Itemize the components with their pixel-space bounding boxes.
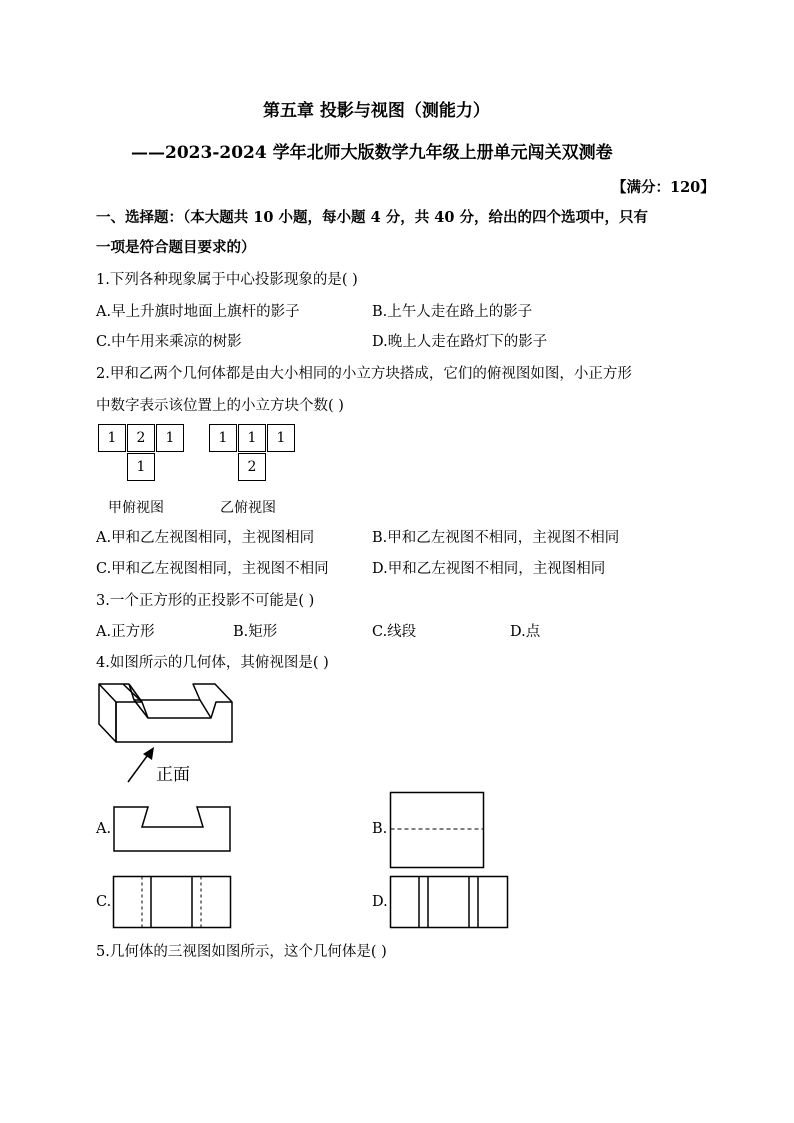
section-heading-cont: 一项是符合题目要求的） — [96, 239, 256, 256]
grid-jia-cell: 1 — [127, 453, 155, 481]
q4-option-c-figure[interactable] — [112, 875, 232, 929]
section-heading: 一、选择题：（本大题共 10 小题，每小题 4 分，共 40 分，给出的四个选项中，只有 — [96, 209, 648, 226]
q1-option-a[interactable]: A.早上升旗时地面上旗杆的影子 — [96, 304, 300, 320]
grid-yi-cell: 1 — [209, 424, 237, 452]
question-3-stem: 3.一个正方形的正投影不可能是( ) — [96, 593, 315, 609]
q3-option-a[interactable]: A.正方形 — [96, 624, 155, 640]
question-1-stem: 1.下列各种现象属于中心投影现象的是( ) — [96, 272, 358, 288]
question-4-stem: 4.如图所示的几何体，其俯视图是( ) — [96, 655, 329, 671]
q4-option-b-label[interactable]: B. — [372, 821, 388, 837]
grid-jia-label: 甲俯视图 — [108, 500, 164, 516]
grid-yi-cell: 2 — [238, 453, 266, 481]
page-title: 第五章 投影与视图（测能力） — [263, 101, 490, 121]
q1-option-c[interactable]: C.中午用来乘凉的树影 — [96, 334, 242, 350]
grid-jia-cell: 1 — [98, 424, 126, 452]
q2-option-b[interactable]: B.甲和乙左视图不相同，主视图不相同 — [372, 530, 620, 546]
q2-option-c[interactable]: C.甲和乙左视图相同，主视图不相同 — [96, 561, 329, 577]
q4-option-b-figure[interactable] — [389, 791, 485, 869]
q4-option-d-label[interactable]: D. — [372, 894, 388, 910]
grid-yi-cell: 1 — [238, 424, 266, 452]
q4-option-a-figure[interactable] — [112, 804, 232, 854]
q4-option-a-label[interactable]: A. — [96, 821, 112, 837]
q2-option-d[interactable]: D.甲和乙左视图不相同，主视图相同 — [372, 561, 606, 577]
q1-option-b[interactable]: B.上午人走在路上的影子 — [372, 304, 533, 320]
grid-jia-cell: 2 — [127, 424, 155, 452]
question-2-stem-cont: 中数字表示该位置上的小立方块个数( ) — [96, 398, 344, 414]
score-label: 【满分：120】 — [612, 179, 715, 196]
q3-option-b[interactable]: B.矩形 — [233, 624, 278, 640]
question-5-stem: 5.几何体的三视图如图所示，这个几何体是( ) — [96, 944, 387, 960]
q3-option-c[interactable]: C.线段 — [372, 624, 417, 640]
grid-jia-cell: 1 — [156, 424, 184, 452]
q3-option-d[interactable]: D.点 — [510, 624, 541, 640]
q4-option-c-label[interactable]: C. — [96, 894, 112, 910]
question-2-stem: 2.甲和乙两个几何体都是由大小相同的小立方块搭成，它们的俯视图如图，小正方形 — [96, 366, 632, 382]
grid-yi-label: 乙俯视图 — [220, 500, 276, 516]
q1-option-d[interactable]: D.晚上人走在路灯下的影子 — [372, 334, 548, 350]
page-subtitle: ——2023-2024 学年北师大版数学九年级上册单元闯关双测卷 — [131, 143, 613, 163]
front-label: 正面 — [156, 765, 190, 785]
q4-option-d-figure[interactable] — [389, 875, 509, 929]
q2-option-a[interactable]: A.甲和乙左视图相同，主视图相同 — [96, 530, 315, 546]
grid-yi-cell: 1 — [267, 424, 295, 452]
front-arrow-icon — [124, 746, 160, 786]
q4-solid-figure — [96, 678, 246, 748]
